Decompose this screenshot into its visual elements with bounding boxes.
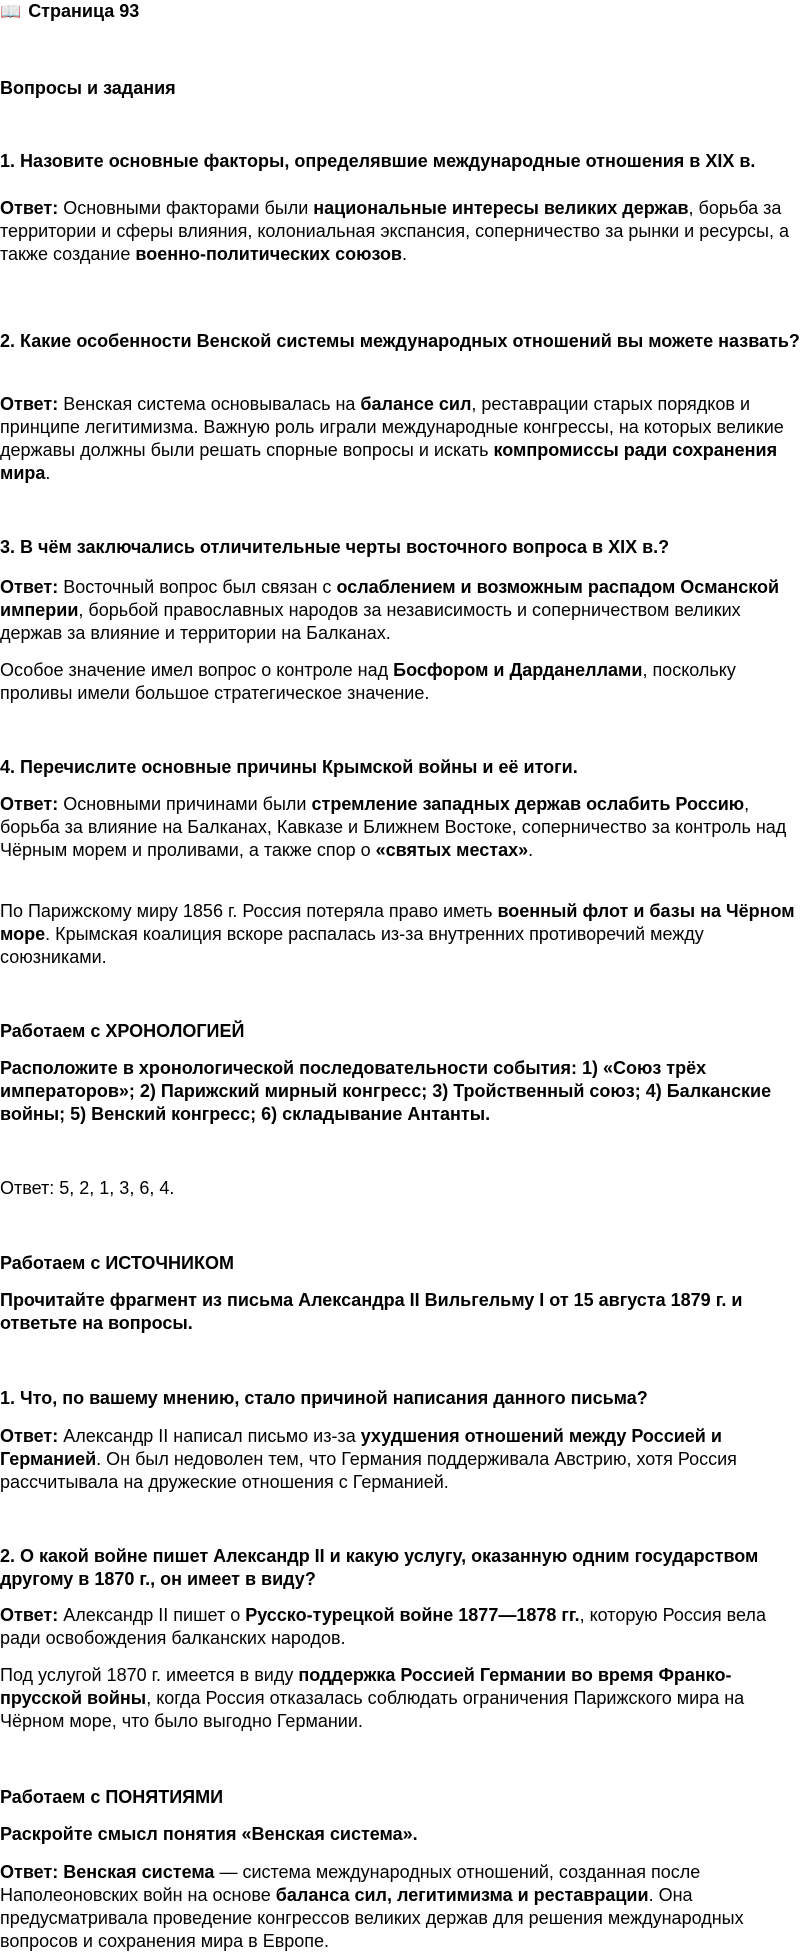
text-run: .: [45, 463, 51, 483]
bold-text-run: Венская система: [63, 1862, 215, 1882]
text-run: . Крымская коалиция вскоре распалась из-за внутренних противоречий между союзниками.: [0, 924, 704, 967]
chronology-task: Расположите в хронологической последовательности события: 1) «Союз трёх императоров»; 2) Парижский мирный конгресс; 3) Тройственный союз; 4) Балканские войны; 5) Венский конгресс; 6) складывание Антанты.: [0, 1058, 772, 1124]
bold-text-run: ухудшения отношений между Россией и Германией: [0, 1426, 722, 1469]
answer-paragraph: [0, 576, 800, 645]
bold-text-run: Ответ:: [0, 1426, 59, 1446]
bold-text-run: баланса сил, легитимизма и реставрации: [275, 1885, 649, 1905]
text-run: , борьбой православных народов за независимость и соперничеством великих держав за влияние и территории на Балканах.: [0, 600, 741, 643]
text-run: Венская система основывалась на: [58, 394, 361, 414]
text-run: . Она предусматривала проведение конгрессов великих держав для решения международных вопросов и сохранения мира в Европе.: [0, 1885, 744, 1951]
bold-text-run: Ответ:: [0, 1862, 59, 1882]
text-run: , борьба за территории и сферы влияния, колониальная экспансия, соперничество за рынки и ресурсы, а также создание: [0, 198, 789, 264]
book-icon: 📖: [0, 2, 22, 21]
question-title: 2. Какие особенности Венской системы международных отношений вы можете назвать?: [0, 331, 800, 351]
text-run: Александр II пишет о: [58, 1605, 246, 1625]
bold-text-run: стремление западных держав ослабить Россию: [311, 794, 745, 814]
bold-text-run: национальные интересы великих держав: [313, 198, 689, 218]
bold-text-run: ослаблением и возможным распадом Османской империи: [0, 577, 780, 620]
text-run: . Он был недоволен тем, что Германия поддерживала Австрию, хотя Россия рассчитывала на дружеские отношения с Германией.: [0, 1449, 737, 1492]
question-title: 4. Перечислите основные причины Крымской войны и её итоги.: [0, 757, 578, 777]
answer-paragraph: [0, 1664, 800, 1733]
answer-paragraph: [0, 659, 800, 705]
bold-text-run: поддержка Россией Германии во время Франко-прусской войны: [0, 1665, 732, 1708]
chronology-answer: Ответ: 5, 2, 1, 3, 6, 4.: [0, 1178, 175, 1198]
answer-paragraph: [0, 393, 800, 485]
text-run: По Парижскому миру 1856 г. Россия потеряла право иметь: [0, 901, 498, 921]
answer-paragraph: [0, 1604, 800, 1650]
answer-paragraph: [0, 900, 800, 969]
text-run: .: [528, 840, 534, 860]
text-run: , поскольку проливы имели большое стратегическое значение.: [0, 660, 736, 703]
answer-paragraph: [0, 1861, 800, 1953]
section-heading-chronology: Работаем с ХРОНОЛОГИЕЙ: [0, 1021, 245, 1041]
text-run: , борьба за влияние на Балканах, Кавказе и Ближнем Востоке, соперничество за контроль над Чёрным морем и проливами, а также спор о: [0, 794, 787, 860]
section-heading-questions: Вопросы и задания: [0, 78, 176, 98]
bold-text-run: Ответ:: [0, 577, 59, 597]
text-run: , когда Россия отказалась соблюдать ограничения Парижского мира на Чёрном море, что было выгодно Германии.: [0, 1688, 745, 1731]
text-run: Основными факторами были: [58, 198, 314, 218]
text-run: Основными причинами были: [58, 794, 312, 814]
text-run: , реставрации старых порядков и принципе легитимизма. Важную роль играли международные конгрессы, на которых великие державы должны были решать спорные вопросы и искать: [0, 394, 784, 460]
bold-text-run: Русско-турецкой войне 1877—1878 гг.: [245, 1605, 580, 1625]
bold-text-run: Босфором и Дарданеллами: [393, 660, 643, 680]
text-run: Особое значение имел вопрос о контроле над: [0, 660, 394, 680]
bold-text-run: военный флот и базы на Чёрном море: [0, 901, 795, 944]
section-heading-concepts: Работаем с ПОНЯТИЯМИ: [0, 1787, 224, 1807]
bold-text-run: балансе сил: [360, 394, 472, 414]
bold-text-run: Ответ:: [0, 394, 59, 414]
concepts-task: Раскройте смысл понятия «Венская система».: [0, 1824, 418, 1844]
answer-paragraph: [0, 1425, 800, 1494]
text-run: , которую Россия вела ради освобождения балканских народов.: [0, 1605, 766, 1648]
question-title: 1. Назовите основные факторы, определявшие международные отношения в XIX в.: [0, 151, 756, 171]
question-title: 2. О какой войне пишет Александр II и какую услугу, оказанную одним государством другому в 1870 г., он имеет в виду?: [0, 1546, 759, 1589]
text-run: — система международных отношений, созданная после Наполеоновских войн на основе: [0, 1862, 701, 1905]
bold-text-run: компромиссы ради сохранения мира: [0, 440, 778, 483]
text-run: Восточный вопрос был связан с: [58, 577, 337, 597]
bold-text-run: «святых местах»: [375, 840, 529, 860]
bold-text-run: военно-политических союзов: [135, 244, 402, 264]
answer-paragraph: [0, 197, 800, 266]
source-task: Прочитайте фрагмент из письма Александра II Вильгельму I от 15 августа 1879 г. и ответьте на вопросы.: [0, 1290, 743, 1333]
section-heading-source: Работаем с ИСТОЧНИКОМ: [0, 1253, 234, 1273]
text-run: Под услугой 1870 г. имеется в виду: [0, 1665, 299, 1685]
bold-text-run: Ответ:: [0, 794, 59, 814]
question-title: 3. В чём заключались отличительные черты восточного вопроса в XIX в.?: [0, 537, 670, 557]
page-title-text: Страница 93: [28, 1, 140, 21]
answer-paragraph: [0, 793, 800, 862]
text-run: .: [402, 244, 408, 264]
bold-text-run: Ответ:: [0, 1605, 59, 1625]
bold-text-run: Ответ:: [0, 198, 59, 218]
page-title: [0, 0, 800, 23]
text-run: Александр II написал письмо из-за: [58, 1426, 361, 1446]
question-title: 1. Что, по вашему мнению, стало причиной написания данного письма?: [0, 1388, 648, 1408]
